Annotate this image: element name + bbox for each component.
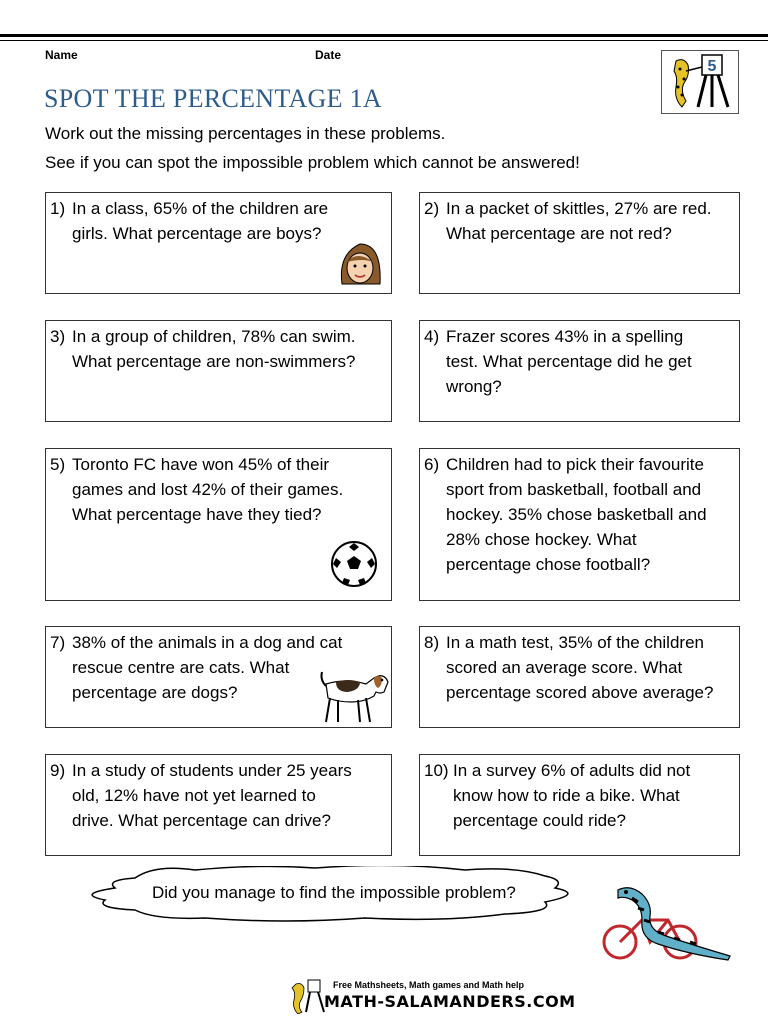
problem-text: 38% of the animals in a dog and cat rescue centre are cats. What percentage are dogs? <box>72 633 343 702</box>
name-label: Name <box>45 48 78 62</box>
closing-question: Did you manage to find the impossible problem? <box>152 883 516 902</box>
problem-number: 6) <box>424 455 440 474</box>
problem-box-4 <box>419 320 740 422</box>
girl-face-icon <box>338 240 382 290</box>
top-rule <box>0 34 768 37</box>
soccer-ball-icon <box>330 540 378 588</box>
problem-text: Children had to pick their favourite sport from basketball, football and hockey. 35% chose basketball and 28% chose hockey. What percentage chose football? <box>446 455 707 574</box>
footer-tagline: Free Mathsheets, Math games and Math help <box>333 980 525 990</box>
problem-number: 1) <box>50 199 66 218</box>
salamander-logo-icon <box>290 978 326 1014</box>
problem-box-3 <box>45 320 392 422</box>
footer-logo <box>290 976 576 1016</box>
date-label: Date <box>315 48 342 62</box>
salamander-easel-icon <box>662 51 740 115</box>
top-rule-thin <box>0 40 768 41</box>
grade-badge <box>661 50 739 114</box>
salamander-bicycle-icon <box>598 880 738 962</box>
problem-text: In a class, 65% of the children are girls. What percentage are boys? <box>72 199 329 243</box>
page-title: SPOT THE PERCENTAGE 1A <box>44 84 382 113</box>
problem-number: 9) <box>50 761 66 780</box>
instruction-line-1: Work out the missing percentages in these problems. <box>45 124 446 143</box>
problem-number: 4) <box>424 327 440 346</box>
problem-box-8 <box>419 626 740 728</box>
instruction-line-2: See if you can spot the impossible problem which cannot be answered! <box>45 153 580 172</box>
problem-text: In a survey 6% of adults did not know how to ride a bike. What percentage could ride? <box>453 761 691 830</box>
problem-number: 3) <box>50 327 66 346</box>
problem-box-9 <box>45 754 392 856</box>
problem-text: In a group of children, 78% can swim. What percentage are non-swimmers? <box>72 327 356 371</box>
problem-box-6 <box>419 448 740 601</box>
problem-box-2 <box>419 192 740 294</box>
problem-number: 5) <box>50 455 66 474</box>
problem-number: 8) <box>424 633 440 652</box>
footer-brand[interactable]: MATH-SALAMANDERS.COM <box>324 992 576 1011</box>
problem-text: Frazer scores 43% in a spelling test. What percentage did he get wrong? <box>446 327 692 396</box>
problem-text: Toronto FC have won 45% of their games and lost 42% of their games. What percentage have they tied? <box>72 455 344 524</box>
problem-text: In a study of students under 25 years old, 12% have not yet learned to drive. What percentage can drive? <box>72 761 352 830</box>
dog-icon <box>318 664 390 726</box>
problem-text: In a math test, 35% of the children scored an average score. What percentage scored above average? <box>446 633 714 702</box>
problem-number: 7) <box>50 633 66 652</box>
problem-box-10 <box>419 754 740 856</box>
badge-number: 5 <box>707 58 717 75</box>
problem-number: 10) <box>424 761 449 780</box>
problem-number: 2) <box>424 199 440 218</box>
problem-text: In a packet of skittles, 27% are red. What percentage are not red? <box>446 199 712 243</box>
